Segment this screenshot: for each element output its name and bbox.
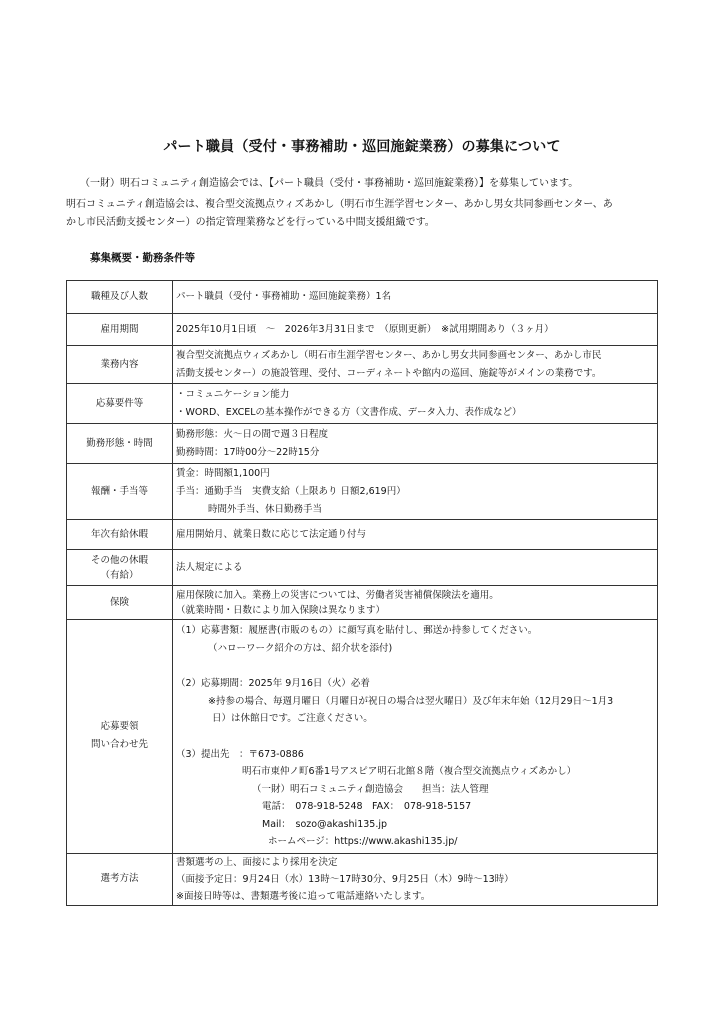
table-row-application (67, 620, 658, 854)
row-value: 2025年10月1日頃 ～ 2026年3月31日まで （原則更新） ※試用期間あり（３ヶ月） (173, 314, 658, 346)
table-row-job-type (67, 281, 658, 314)
table-row-salary (67, 464, 658, 520)
table-row-work-hours (67, 424, 658, 464)
row-value: 法人規定による (173, 550, 658, 586)
row-label: 勤務形態・時間 (67, 424, 173, 464)
table-row-employment-period (67, 314, 658, 346)
table-row-requirements (67, 384, 658, 424)
conditions-table (66, 280, 658, 906)
row-label: 応募要領 問い合わせ先 (67, 620, 173, 854)
page-title: パート職員（受付・事務補助・巡回施錠業務）の募集について (163, 139, 561, 155)
row-label: 応募要件等 (67, 384, 173, 424)
table-row-paid-leave (67, 520, 658, 550)
intro-line-3: かし市民活動支援センター）の指定管理業務などを行っている中間支援組織です。 (66, 217, 435, 228)
row-label: 報酬・手当等 (67, 464, 173, 520)
section-heading: 募集概要・勤務条件等 (90, 252, 195, 264)
row-value: パート職員（受付・事務補助・巡回施錠業務）1名 (173, 281, 658, 314)
row-value: 雇用保険に加入。業務上の災害については、労働者災害補償保険法を適用。 （就業時間・日数により加入保険は異なります） (173, 586, 658, 620)
table-row-insurance (67, 586, 658, 620)
row-value: 書類選考の上、面接により採用を決定 （面接予定日：9月24日（水）13時～17時30分、9月25日（木）9時～13時） ※面接日時等は、書類選考後に追って電話連絡いたします。 (173, 853, 658, 905)
table-row-other-leave (67, 550, 658, 586)
row-label: 雇用期間 (67, 314, 173, 346)
table-row-selection (67, 853, 658, 905)
intro-paragraph (66, 196, 666, 232)
row-value: 雇用開始月、就業日数に応じて法定通り付与 (173, 520, 658, 550)
intro-line-2: 明石コミュニティ創造協会は、複合型交流拠点ウィズあかし（明石市生涯学習センター、あかし男女共同参画センター、あ (66, 199, 613, 210)
row-value: ・コミュニケーション能力 ・WORD、EXCELの基本操作ができる方（文書作成、データ入力、表作成など） (173, 384, 658, 424)
row-label: その他の休暇 （有給） (67, 550, 173, 586)
row-label: 保険 (67, 586, 173, 620)
row-label: 年次有給休暇 (67, 520, 173, 550)
row-value: 勤務形態：火～日の間で週３日程度 勤務時間：17時00分～22時15分 (173, 424, 658, 464)
row-value: （1）応募書類：履歴書(市販のもの）に顔写真を貼付し、郵送か持参してください。 （ハローワーク紹介の方は、紹介状を添付) （2）応募期間：2025年 9月16日（火）必着 ※持参の場合、毎週月曜日（月曜日が祝日の場合は翌火曜日）及び年末年始（12月29日～1月3 日）は休館日です。ご注意ください。 （3）提出先 ：〒673-0886 明石市東仲ノ町6番1号アスピア明石北館８階（複合型交流拠点ウィズあかし） （一財）明石コミュニティ創造協会 担当：法人管理 電話： 078-918-5248 FAX： 078-918-5157 Mail： sozo@akashi135.jp ホームページ：https://www.akashi135.jp/ (173, 620, 658, 854)
row-value: 賃金：時間額1,100円 手当：通勤手当 実費支給（上限あり 日額2,619円） 時間外手当、休日勤務手当 (173, 464, 658, 520)
table-row-job-description (67, 346, 658, 384)
intro-line-1: （一財）明石コミュニティ創造協会では、【パート職員（受付・事務補助・巡回施錠業務）】を募集しています。 (80, 178, 579, 189)
row-label: 職種及び人数 (67, 281, 173, 314)
row-value: 複合型交流拠点ウィズあかし（明石市生涯学習センター、あかし男女共同参画センター、あかし市民 活動支援センター）の施設管理、受付、コーディネートや館内の巡回、施錠等がメインの業務です。 (173, 346, 658, 384)
row-label: 選考方法 (67, 853, 173, 905)
row-label: 業務内容 (67, 346, 173, 384)
